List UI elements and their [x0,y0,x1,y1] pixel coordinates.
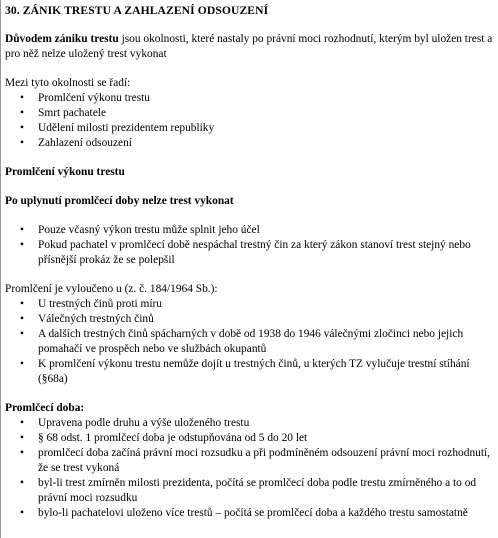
bullet-icon: • [20,313,24,325]
circumstances-list [5,91,494,151]
bullet-icon: • [20,477,24,489]
list-item: • Válečných trestných činů [20,313,154,325]
document-page [5,3,494,521]
list-item: • U trestných činů proti míru [20,298,163,310]
bullet-icon: • [20,122,24,134]
section-subheading: Po uplynutí promlčecí doby nelze trest vykonat [5,195,234,207]
list-item: • § 68 odst. 1 promlčecí doba je odstupňována od 5 do 20 let [20,432,308,444]
bullet-icon: • [20,417,24,429]
bullet-icon: • [20,328,24,340]
bullet-icon: • [20,298,24,310]
circumstances-intro: Mezi tyto okolnosti se řadí: [5,77,131,89]
exclusions-intro: Promlčení je vyloučeno u (z. č. 184/1964 Sb.): [5,283,218,295]
list-item: • Zahlazení odsouzení [20,137,132,149]
exclusions-list [5,297,494,387]
bullet-icon: • [20,92,24,104]
list-item: • A dalších trestných činů spácharných v době od 1938 do 1946 válečnými zločinci nebo jejich pomahačí ve prospěch nebo ve službách okupantů [20,328,464,355]
bullet-icon: • [20,507,24,519]
bullet-icon: • [20,447,24,459]
list-item: • Smrt pachatele [20,107,106,119]
list-item: • Promlčení výkonu trestu [20,92,150,104]
list-item: • K promlčení výkonu trestu nemůže dojít u trestných činů, u kterých TZ vylučuje trestní stíhání (§68a) [20,358,470,385]
definition-term: Důvodem zániku trestu [5,33,119,45]
bullet-icon: • [20,224,24,236]
limitation-period-heading: Promlčecí doba: [5,402,85,414]
document-title: 30. ZÁNIK TRESTU A ZAHLAZENÍ ODSOUZENÍ [5,4,269,17]
list-item: • Pouze včasný výkon trestu může splnit jeho účel [20,224,260,236]
left-margin-rule [0,0,1,538]
list-item: • promlčecí doba začíná právní moci rozsudku a při podmíněném odsouzení právní moci rozhodnutí, že se trest vykoná [20,447,491,474]
bullet-icon: • [20,137,24,149]
definition-paragraph [5,32,494,62]
bullet-icon: • [20,239,24,251]
list-item: • bylo-li pachatelovi uloženo více trestů – počítá se promlčecí doba a každého trestu samostatně [20,507,468,519]
section-heading: Promlčení výkonu trestu [5,166,125,178]
list-item: • byl-li trest zmírněn milosti prezidenta, počítá se promlčecí doba podle trestu zmírněného a to od právní moci rozsudku [20,477,477,504]
definition-text: jsou okolnosti, které nastaly po právní moci rozhodnutí, kterým byl uložen trest a pro něž nelze uložený trest vykonat [5,33,493,60]
bullet-icon: • [20,432,24,444]
limitation-period-list [5,416,494,521]
limitation-list [5,223,494,268]
list-item: • Udělení milosti prezidentem republiky [20,122,215,134]
bullet-icon: • [20,358,24,370]
bullet-icon: • [20,107,24,119]
list-item: • Pokud pachatel v promlčecí době nespáchal trestný čin za který zákon stanoví trest stejný nebo přísnější prokáz že se polepšil [20,239,471,266]
list-item: • Upravena podle druhu a výše uloženého trestu [20,417,250,429]
